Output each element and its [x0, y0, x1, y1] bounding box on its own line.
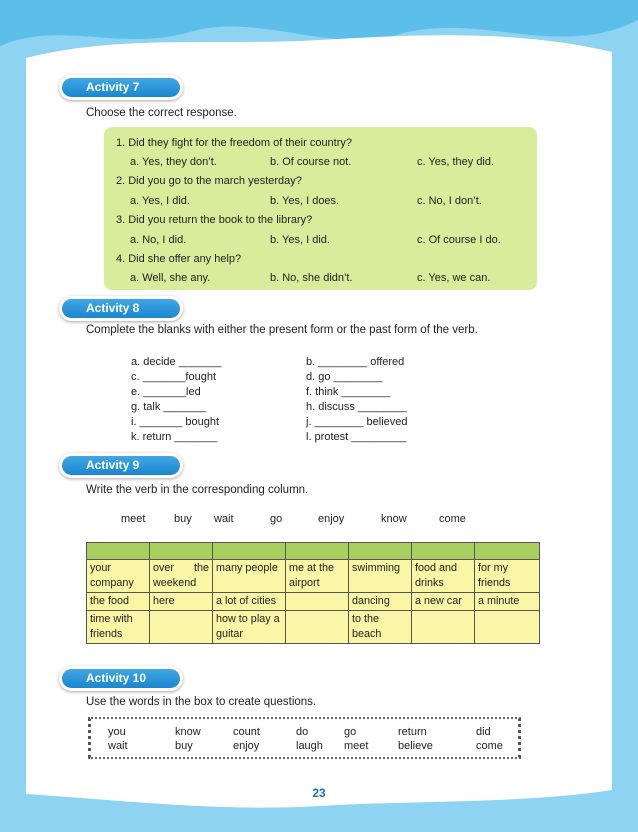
activity-7-question-box — [104, 127, 537, 290]
word-know: know — [175, 726, 201, 738]
activity-10-instruction: Use the words in the box to create questions. — [86, 696, 317, 708]
table-cell: how to play a guitar — [213, 611, 286, 644]
activity-10-word-box — [88, 717, 521, 759]
word-did: did — [476, 726, 491, 738]
word-return: return — [398, 726, 427, 738]
question-4: 4. Did she offer any help? — [116, 253, 242, 265]
blank-item: h. discuss ________ — [306, 401, 407, 413]
blank-item: a. decide _______ — [131, 356, 222, 368]
table-header-row — [87, 543, 540, 560]
table-row — [87, 560, 540, 593]
question-3-option-c: c. Of course I do. — [417, 234, 501, 246]
activity-7-title: Activity 7 — [62, 78, 180, 97]
verb-buy: buy — [174, 513, 192, 525]
word-laugh: laugh — [296, 740, 323, 752]
verb-meet: meet — [121, 513, 146, 525]
blank-item: i. _______ bought — [131, 416, 220, 428]
question-1: 1. Did they fight for the freedom of their country? — [116, 137, 353, 149]
column-header-cell[interactable] — [349, 543, 412, 560]
column-header-cell[interactable] — [475, 543, 540, 560]
table-cell: a lot of cities — [213, 593, 286, 611]
table-cell: a minute — [475, 593, 540, 611]
word-do: do — [296, 726, 309, 738]
table-cell: swimming — [349, 560, 412, 593]
activity-8-instruction: Complete the blanks with either the present form or the past form of the verb. — [86, 324, 478, 336]
blank-item: g. talk _______ — [131, 401, 207, 413]
question-2-option-c: c. No, I don’t. — [417, 195, 482, 207]
table-cell: to the beach — [349, 611, 412, 644]
verb-wait: wait — [214, 513, 234, 525]
column-header-cell[interactable] — [213, 543, 286, 560]
blank-item: k. return _______ — [131, 431, 218, 443]
word-believe: believe — [398, 740, 433, 752]
table-cell — [412, 611, 475, 644]
blank-item: d. go ________ — [306, 371, 383, 383]
table-cell: for my friends — [475, 560, 540, 593]
verb-know: know — [381, 513, 407, 525]
activity-10-title: Activity 10 — [62, 669, 180, 688]
word-go: go — [344, 726, 357, 738]
activity-9-table — [86, 542, 540, 644]
word-enjoy: enjoy — [233, 740, 260, 752]
question-3-option-b: b. Yes, I did. — [270, 234, 330, 246]
table-cell: over the weekend — [150, 560, 213, 593]
question-3-option-a: a. No, I did. — [130, 234, 187, 246]
verb-enjoy: enjoy — [318, 513, 345, 525]
word-wait: wait — [108, 740, 128, 752]
question-4-option-a: a. Well, she any. — [130, 272, 211, 284]
column-header-cell[interactable] — [412, 543, 475, 560]
table-cell: here — [150, 593, 213, 611]
activity-7-instruction: Choose the correct response. — [86, 107, 237, 119]
table-cell — [150, 611, 213, 644]
activity-7-badge — [59, 75, 183, 100]
activity-8-badge — [59, 296, 183, 321]
question-1-option-c: c. Yes, they did. — [417, 156, 495, 168]
question-4-option-c: c. Yes, we can. — [417, 272, 491, 284]
table-cell: your company — [87, 560, 150, 593]
activity-9-badge — [59, 453, 183, 478]
table-cell: food and drinks — [412, 560, 475, 593]
word-meet: meet — [344, 740, 369, 752]
column-header-cell[interactable] — [286, 543, 349, 560]
table-cell: me at the airport — [286, 560, 349, 593]
question-2: 2. Did you go to the march yesterday? — [116, 175, 302, 187]
table-cell: a new car — [412, 593, 475, 611]
page-number: 23 — [312, 786, 326, 800]
blank-item: b. ________ offered — [306, 356, 405, 368]
question-2-option-a: a. Yes, I did. — [130, 195, 190, 207]
blank-item: l. protest _________ — [306, 431, 407, 443]
question-3: 3. Did you return the book to the library? — [116, 214, 313, 226]
word-buy: buy — [175, 740, 193, 752]
blank-item: f. think ________ — [306, 386, 391, 398]
activity-10-badge — [59, 666, 183, 691]
verb-come: come — [439, 513, 466, 525]
table-row — [87, 611, 540, 644]
table-row — [87, 593, 540, 611]
activity-9-instruction: Write the verb in the corresponding column. — [86, 484, 309, 496]
column-header-cell[interactable] — [87, 543, 150, 560]
table-cell: dancing — [349, 593, 412, 611]
table-cell: many people — [213, 560, 286, 593]
question-4-option-b: b. No, she didn’t. — [270, 272, 353, 284]
activity-9-title: Activity 9 — [62, 456, 180, 475]
word-come: come — [476, 740, 503, 752]
table-cell: time with friends — [87, 611, 150, 644]
table-cell — [475, 611, 540, 644]
column-header-cell[interactable] — [150, 543, 213, 560]
word-you: you — [108, 726, 126, 738]
blank-item: e. _______led — [131, 386, 201, 398]
blank-item: j. ________ believed — [306, 416, 408, 428]
word-count: count — [233, 726, 260, 738]
table-cell — [286, 593, 349, 611]
question-1-option-b: b. Of course not. — [270, 156, 352, 168]
blank-item: c. _______fought — [131, 371, 217, 383]
question-1-option-a: a. Yes, they don’t. — [130, 156, 217, 168]
table-cell — [286, 611, 349, 644]
table-cell: the food — [87, 593, 150, 611]
verb-go: go — [270, 513, 283, 525]
question-2-option-b: b. Yes, I does. — [270, 195, 340, 207]
activity-8-title: Activity 8 — [62, 299, 180, 318]
